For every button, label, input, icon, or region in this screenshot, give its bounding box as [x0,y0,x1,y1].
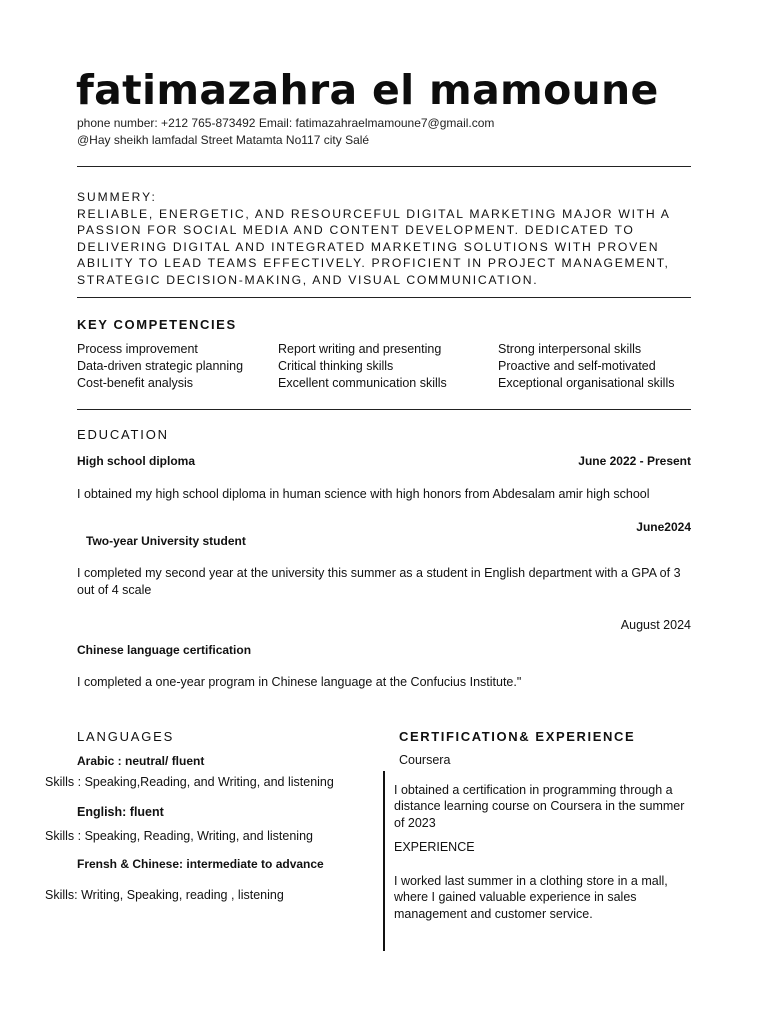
education-entry-description: I completed a one-year program in Chinese language at the Confucius Institute." [77,675,522,689]
divider [77,409,691,410]
education-entry-description: I obtained my high school diploma in human science with high honors from Abdesalam amir high school [77,487,650,501]
certification-heading: CERTIFICATION& EXPERIENCE [399,729,636,744]
education-entry-date: June 2022 - Present [578,454,691,468]
competency-item: Process improvement [77,342,198,356]
education-entry-title: Chinese language certification [77,643,252,657]
language-skills: Skills : Speaking,Reading, and Writing, and listening [45,775,334,789]
competency-item: Proactive and self-motivated [498,358,656,373]
languages-heading: LANGUAGES [77,729,175,744]
contact-line-address: @Hay sheikh lamfadal Street Matamta No117 city Salé [77,133,370,147]
competency-item: Report writing and presenting [278,342,442,356]
education-entry-description: I completed my second year at the university this summer as a student in English department with a GPA of 3 out of 4 scale [77,566,681,597]
language-name: English: fluent [77,805,164,819]
candidate-name: fatimazahra el mamoune [76,66,659,114]
competencies-column-2 [278,341,447,391]
competency-item: Data-driven strategic planning [77,358,244,373]
language-skills: Skills : Speaking, Reading, Writing, and listening [45,829,313,843]
competencies-heading: KEY COMPETENCIES [77,317,237,332]
contact-line-phone-email: phone number: +212 765-873492 Email: fatimazahraelmamoune7@gmail.com [77,116,495,130]
competencies-column-3 [498,341,674,391]
education-entry-title: Two-year University student [86,534,246,548]
competencies-column-1 [77,341,243,391]
summary-label: SUMMERY: [77,190,157,204]
competency-item: Excellent communication skills [278,375,447,390]
competency-item: Cost-benefit analysis [77,375,194,390]
competency-item: Exceptional organisational skills [498,375,675,390]
divider [77,166,691,167]
competency-item: Critical thinking skills [278,358,394,373]
column-divider [383,771,385,951]
certification-provider: Coursera [399,753,451,767]
education-entry-title: High school diploma [77,454,196,468]
education-heading: EDUCATION [77,427,169,442]
education-entry-date: June2024 [636,520,691,534]
education-entry-date: August 2024 [620,618,691,632]
experience-description: I worked last summer in a clothing store in a mall, where I gained valuable experience in sales management and customer service. [394,874,668,921]
experience-label: EXPERIENCE [394,840,475,854]
language-skills: Skills: Writing, Speaking, reading , listening [45,888,284,902]
divider [77,297,691,298]
competency-item: Strong interpersonal skills [498,342,642,356]
certification-description: I obtained a certification in programming through a distance learning course on Coursera in the summer of 2023 [394,783,685,830]
summary-text: RELIABLE, ENERGETIC, AND RESOURCEFUL DIGITAL MARKETING MAJOR WITH A PASSION FOR SOCIAL MEDIA AND CONTENT DEVELOPMENT. DEDICATED TO DELIVERING DIGITAL AND INTEGRATED MARKETING SOLUTIONS WITH PROVEN ABILITY TO LEAD TEAMS EFFECTIVELY. PROFICIENT IN PROJECT MANAGEMENT, STRATEGIC DECISION-MAKING, AND VISUAL COMMUNICATION. [77,207,670,287]
language-name: Arabic : neutral/ fluent [77,754,205,768]
language-name: Frensh & Chinese: intermediate to advance [77,857,324,871]
